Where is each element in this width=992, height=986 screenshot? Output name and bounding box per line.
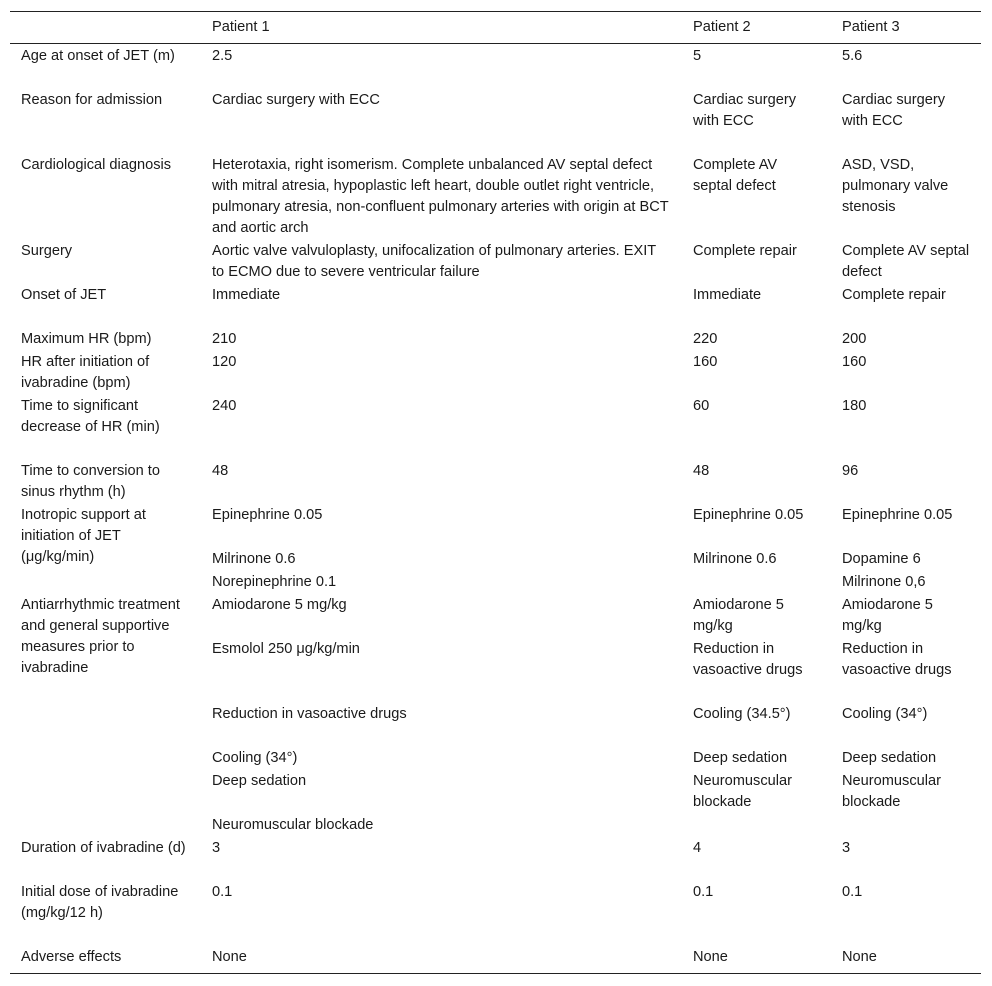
cell-maxhr-p3: 200 — [842, 331, 867, 347]
cell-inotropic-p1-1: Epinephrine 0.05 — [212, 507, 323, 523]
cell-hrafter-p1: 120 — [212, 354, 237, 370]
row-label-timehr: Time to significant decrease of HR (min) — [21, 398, 160, 435]
cell-antiarrhythmic-p2-4: Deep sedation — [693, 750, 788, 766]
cell-inotropic-p3-2: Dopamine 6 — [842, 551, 921, 567]
cell-surgery-p1: Aortic valve valvuloplasty, unifocalization of pulmonary arteries. EXIT to ECMO due to severe ventricular failure — [212, 243, 656, 280]
cell-antiarrhythmic-p3-1: Amiodarone 5 mg/kg — [842, 597, 933, 634]
cell-age-p1: 2.5 — [212, 48, 233, 64]
row-label-dose: Initial dose of ivabradine (mg/kg/12 h) — [21, 884, 179, 921]
cell-reason-p3: Cardiac surgery with ECC — [842, 92, 946, 129]
cell-surgery-p3: Complete AV septal defect — [842, 243, 970, 280]
row-label-adverse: Adverse effects — [21, 949, 122, 965]
cell-antiarrhythmic-p3-3: Cooling (34°) — [842, 706, 928, 722]
cell-adverse-p2: None — [693, 949, 728, 965]
top-rule — [10, 11, 981, 12]
cell-inotropic-p3-3: Milrinone 0,6 — [842, 574, 926, 590]
cell-diagnosis-p3: ASD, VSD, pulmonary valve stenosis — [842, 157, 949, 215]
row-label-antiarrhythmic: Antiarrhythmic treatment and general supportive measures prior to ivabradine — [21, 597, 180, 676]
header-patient-2: Patient 2 — [693, 19, 751, 35]
cell-maxhr-p2: 220 — [693, 331, 718, 347]
cell-duration-p3: 3 — [842, 840, 851, 856]
cell-timehr-p3: 180 — [842, 398, 867, 414]
row-label-duration: Duration of ivabradine (d) — [21, 840, 186, 856]
bottom-rule — [10, 973, 981, 974]
header-patient-1: Patient 1 — [212, 19, 270, 35]
cell-timehr-p1: 240 — [212, 398, 237, 414]
row-label-timesinus: Time to conversion to sinus rhythm (h) — [21, 463, 160, 500]
cell-onset-p3: Complete repair — [842, 287, 946, 303]
cell-antiarrhythmic-p2-5: Neuromuscular blockade — [693, 773, 792, 810]
cell-antiarrhythmic-p3-2: Reduction in vasoactive drugs — [842, 641, 952, 678]
cell-timesinus-p1: 48 — [212, 463, 229, 479]
row-label-onset: Onset of JET — [21, 287, 107, 303]
cell-adverse-p1: None — [212, 949, 247, 965]
row-label-age: Age at onset of JET (m) — [21, 48, 175, 64]
cell-hrafter-p3: 160 — [842, 354, 867, 370]
cell-onset-p2: Immediate — [693, 287, 762, 303]
row-label-surgery: Surgery — [21, 243, 73, 259]
cell-hrafter-p2: 160 — [693, 354, 718, 370]
cell-antiarrhythmic-p1-2: Esmolol 250 μg/kg/min — [212, 641, 360, 657]
cell-duration-p1: 3 — [212, 840, 221, 856]
cell-diagnosis-p1: Heterotaxia, right isomerism. Complete unbalanced AV septal defect with mitral atresia, hypoplastic left heart, double outlet right ventricle, pulmonary atresia, non-confluent pulmonary arteries with origin at BCT and aortic arch — [212, 157, 669, 236]
cell-diagnosis-p2: Complete AV septal defect — [693, 157, 778, 194]
cell-duration-p2: 4 — [693, 840, 702, 856]
cell-onset-p1: Immediate — [212, 287, 281, 303]
cell-adverse-p3: None — [842, 949, 877, 965]
header-rule — [10, 43, 981, 44]
row-label-diagnosis: Cardiological diagnosis — [21, 157, 172, 173]
row-label-maxhr: Maximum HR (bpm) — [21, 331, 152, 347]
cell-antiarrhythmic-p3-5: Neuromuscular blockade — [842, 773, 941, 810]
cell-dose-p3: 0.1 — [842, 884, 863, 900]
cell-antiarrhythmic-p1-6: Neuromuscular blockade — [212, 817, 374, 833]
cell-antiarrhythmic-p2-3: Cooling (34.5°) — [693, 706, 791, 722]
cell-inotropic-p2-2: Milrinone 0.6 — [693, 551, 777, 567]
cell-timehr-p2: 60 — [693, 398, 710, 414]
cell-timesinus-p3: 96 — [842, 463, 859, 479]
cell-reason-p2: Cardiac surgery with ECC — [693, 92, 797, 129]
cell-dose-p1: 0.1 — [212, 884, 233, 900]
cell-antiarrhythmic-p2-1: Amiodarone 5 mg/kg — [693, 597, 784, 634]
cell-inotropic-p2-1: Epinephrine 0.05 — [693, 507, 804, 523]
cell-maxhr-p1: 210 — [212, 331, 237, 347]
cell-antiarrhythmic-p1-1: Amiodarone 5 mg/kg — [212, 597, 347, 613]
cell-inotropic-p3-1: Epinephrine 0.05 — [842, 507, 953, 523]
cell-antiarrhythmic-p2-2: Reduction in vasoactive drugs — [693, 641, 803, 678]
cell-antiarrhythmic-p3-4: Deep sedation — [842, 750, 937, 766]
row-label-hrafter: HR after initiation of ivabradine (bpm) — [21, 354, 150, 391]
header-patient-3: Patient 3 — [842, 19, 900, 35]
row-label-inotropic: Inotropic support at initiation of JET (μg/kg/min) — [21, 507, 146, 565]
cell-antiarrhythmic-p1-5: Deep sedation — [212, 773, 307, 789]
cell-antiarrhythmic-p1-3: Reduction in vasoactive drugs — [212, 706, 407, 722]
row-label-reason: Reason for admission — [21, 92, 163, 108]
cell-inotropic-p1-2: Milrinone 0.6 — [212, 551, 296, 567]
cell-dose-p2: 0.1 — [693, 884, 714, 900]
cell-timesinus-p2: 48 — [693, 463, 710, 479]
cell-antiarrhythmic-p1-4: Cooling (34°) — [212, 750, 298, 766]
cell-reason-p1: Cardiac surgery with ECC — [212, 92, 380, 108]
cell-age-p3: 5.6 — [842, 48, 863, 64]
cell-surgery-p2: Complete repair — [693, 243, 797, 259]
cell-inotropic-p1-3: Norepinephrine 0.1 — [212, 574, 337, 590]
cell-age-p2: 5 — [693, 48, 702, 64]
